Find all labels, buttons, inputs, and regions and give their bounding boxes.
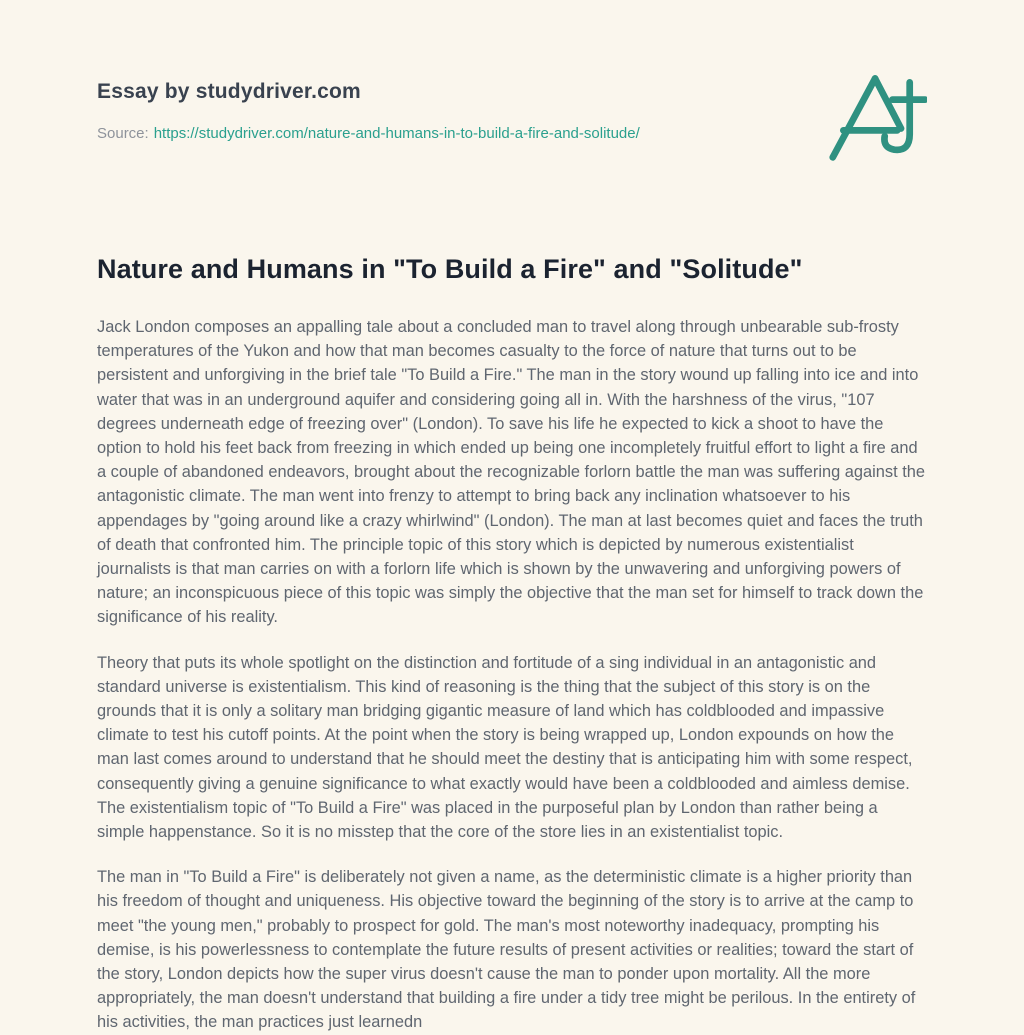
essay-paragraph: The man in "To Build a Fire" is deliberately not given a name, as the deterministic climate is a higher priority than his freedom of thought and uniqueness. His objective toward the beginning of the story is to arrive at the camp to meet "the young men," probably to prospect for gold. The man's most noteworthy inadequacy, prompting his demise, is his powerlessness to contemplate the future results of present activities or realities; toward the start of the story, London depicts how the super virus doesn't cause the man to ponder upon mortality. All the more appropriately, the man doesn't understand that building a fire under a tidy tree might be perilous. In the entirety of his activities, the man practices just learnedn: [97, 868, 916, 1032]
a-plus-logo-icon: [827, 70, 927, 162]
source-line: [97, 125, 927, 142]
essay-paragraph: Theory that puts its whole spotlight on the distinction and fortitude of a sing individual in an antagonistic and standard universe is existentialism. This kind of reasoning is the thing that the subject of this story is on the grounds that it is only a solitary man bridging gigantic measure of land which has coldblooded and impassive climate to test his cutoff points. At the point when the story is being wrapped up, London expounds on how the man last comes around to understand that he should meet the destiny that is anticipating him with some respect, consequently giving a genuine significance to what exactly would have been a coldblooded and aimless demise. The existentialism topic of "To Build a Fire" was placed in the purposeful plan by London than rather being a simple happenstance. So it is no misstep that the core of the store lies in an existentialist topic.: [97, 653, 913, 842]
document-header: [97, 80, 927, 142]
source-label: Source:: [97, 125, 149, 142]
essay-body: [97, 315, 927, 1035]
source-link[interactable]: https://studydriver.com/nature-and-humans-in-to-build-a-fire-and-solitude/: [153, 125, 640, 142]
studydriver-logo: [827, 70, 927, 162]
essay-paragraph: Jack London composes an appalling tale about a concluded man to travel along through unbearable sub-frosty temperatures of the Yukon and how that man becomes casualty to the force of nature that turns out to be persistent and unforgiving in the brief tale "To Build a Fire." The man in the story wound up falling into ice and into water that was in an underground aquifer and considering going all in. With the harshness of the virus, "107 degrees underneath edge of freezing over" (London). To save his life he expected to kick a shoot to have the option to hold his feet back from freezing in which ended up being one incompletely fruitful effort to light a fire and a couple of abandoned endeavors, brought about the recognizable forlorn battle the man was suffering against the antagonistic climate. The man went into frenzy to attempt to bring back any inclination whatsoever to his appendages by "going around like a crazy whirlwind" (London). The man at last becomes quiet and faces the truth of death that confronted him. The principle topic of this story which is depicted by numerous existentialist journalists is that man carries on with a forlorn life which is shown by the unwavering and unforgiving powers of nature; an inconspicuous piece of this topic was simply the objective that the man set for himself to track down the significance of his reality.: [97, 318, 925, 627]
essay-byline: Essay by studydriver.com: [97, 80, 361, 103]
essay-title: Nature and Humans in "To Build a Fire" and "Solitude": [97, 254, 803, 284]
